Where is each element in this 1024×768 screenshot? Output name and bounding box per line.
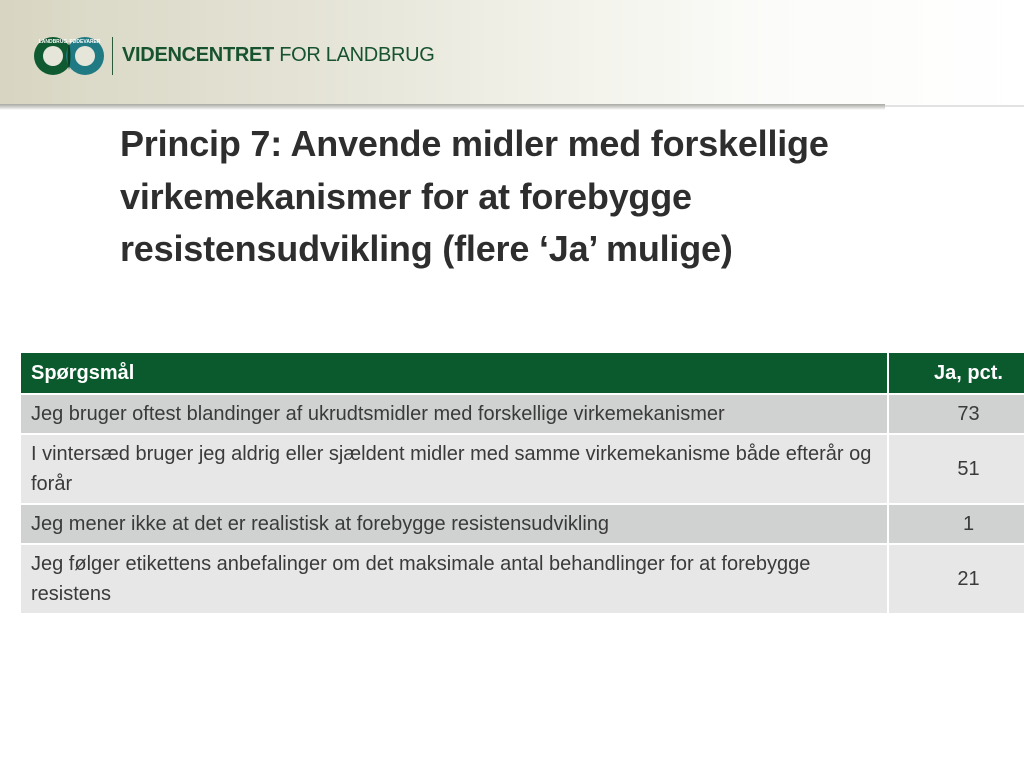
brand-name <box>122 43 435 67</box>
header-divider <box>885 105 1024 107</box>
question-cell: Jeg mener ikke at det er realistisk at forebygge resistensudvikling <box>20 504 888 544</box>
question-cell: Jeg følger etikettens anbefalinger om det maksimale antal behandlinger for at forebygge resistens <box>20 544 888 614</box>
value-cell: 1 <box>888 504 1024 544</box>
brand-name-bold: VIDENCENTRET <box>122 44 274 66</box>
slide-title: Princip 7: Anvende midler med forskellige virkemekanismer for at forebygge resistensudvikling (flere ‘Ja’ mulige) <box>120 123 829 269</box>
header-shadow <box>0 104 885 110</box>
svg-text:FØDEVARER: FØDEVARER <box>69 39 101 45</box>
survey-table <box>19 351 1024 615</box>
question-cell: I vintersæd bruger jeg aldrig eller sjældent midler med samme virkemekanisme både efterår og forår <box>20 434 888 504</box>
table-row <box>20 434 1024 504</box>
table-header-row <box>20 352 1024 394</box>
column-header-question: Spørgsmål <box>20 352 888 394</box>
table-row <box>20 504 1024 544</box>
table-row <box>20 394 1024 434</box>
column-header-yes-percent: Ja, pct. <box>888 352 1024 394</box>
value-cell: 21 <box>888 544 1024 614</box>
table-row <box>20 544 1024 614</box>
value-cell: 73 <box>888 394 1024 434</box>
brand-name-regular: FOR LANDBRUG <box>273 44 435 66</box>
question-cell: Jeg bruger oftest blandinger af ukrudtsmidler med forskellige virkemekanismer <box>20 394 888 434</box>
value-cell: 51 <box>888 434 1024 504</box>
landbrug-fodevarer-logo-icon <box>33 36 105 76</box>
logo-divider <box>112 37 113 75</box>
svg-text:LANDBRUG: LANDBRUG <box>38 39 68 45</box>
